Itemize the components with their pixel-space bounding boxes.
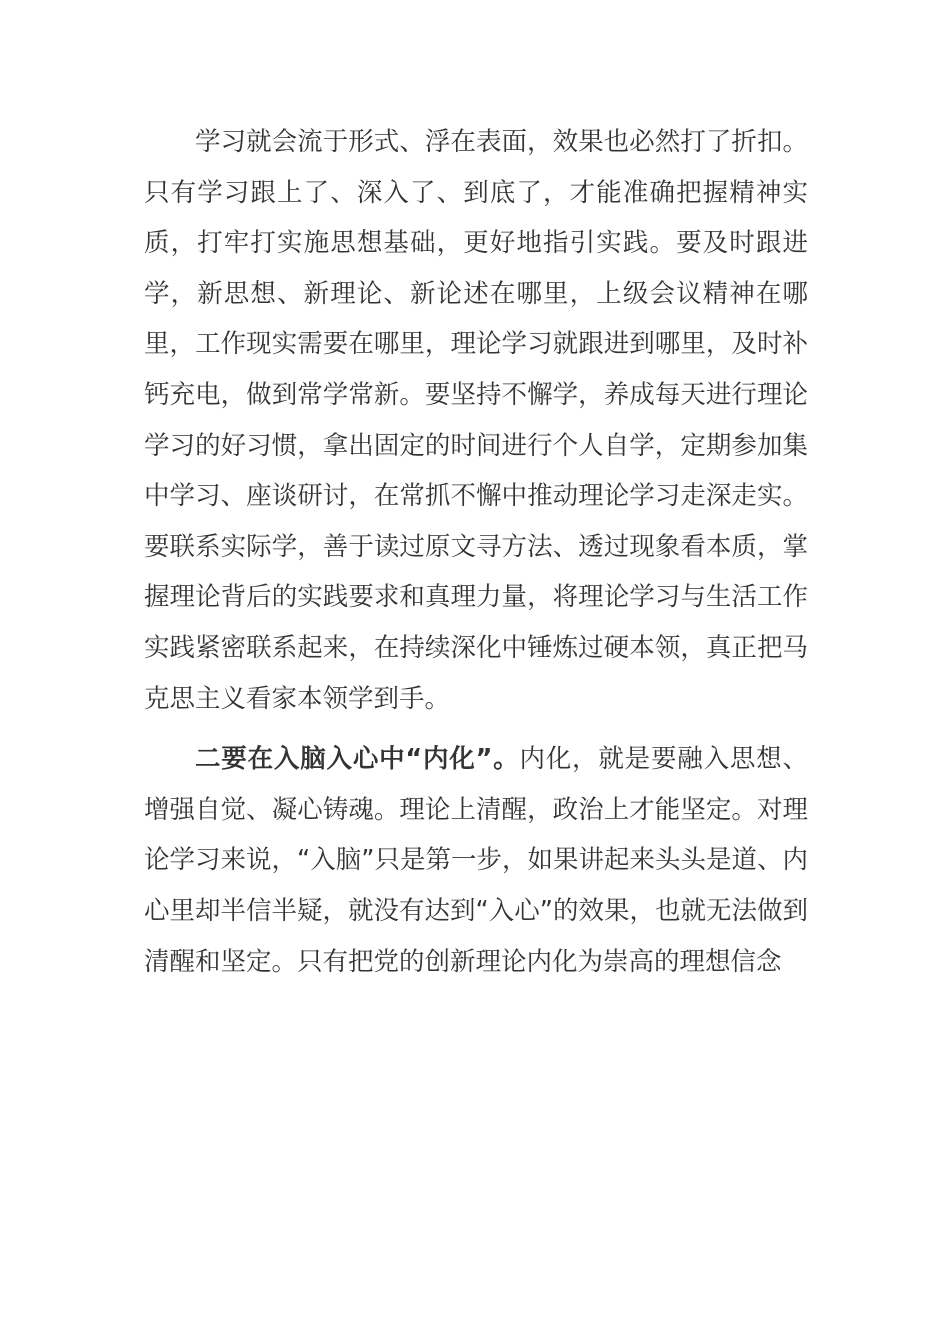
paragraph-2-lead: 二要在入脑入心中“内化”。 xyxy=(195,744,520,775)
paragraph-2-text: 内化，就是要融入思想、增强自觉、凝心铸魂。理论上清醒，政治上才能坚定。对理论学习来说，“入脑”只是第一步，如果讲起来头头是道、内心里却半信半疑，就没有达到“入心”的效果，也就无法做到清醒和坚定。只有把党的创新理论内化为崇高的理想信念 xyxy=(144,744,808,977)
paragraph-2 xyxy=(144,734,808,987)
paragraph-1-text: 学习就会流于形式、浮在表面，效果也必然打了折扣。只有学习跟上了、深入了、到底了，才能准确把握精神实质，打牢打实施思想基础，更好地指引实践。要及时跟进学，新思想、新理论、新论述在哪里，上级会议精神在哪里，工作现实需要在哪里，理论学习就跟进到哪里，及时补钙充电，做到常学常新。要坚持不懈学，养成每天进行理论学习的好习惯，拿出固定的时间进行个人自学，定期参加集中学习、座谈研讨，在常抓不懈中推动理论学习走深走实。要联系实际学，善于读过原文寻方法、透过现象看本质，掌握理论背后的实践要求和真理力量，将理论学习与生活工作实践紧密联系起来，在持续深化中锤炼过硬本领，真正把马克思主义看家本领学到手。 xyxy=(144,127,808,714)
document-body xyxy=(144,117,808,987)
paragraph-1 xyxy=(144,117,808,724)
